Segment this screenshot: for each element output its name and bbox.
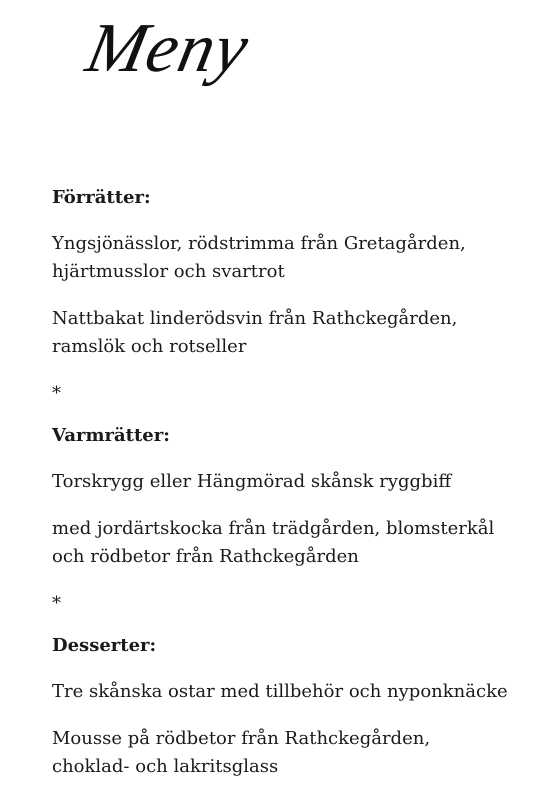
menu-item: Tre skånska ostar med tillbehör och nyponknäcke [52, 681, 508, 702]
section-heading-desserts: Desserter: [52, 635, 157, 656]
section-heading-starters: Förrätter: [52, 187, 151, 208]
section-heading-mains: Varmrätter: [52, 425, 170, 446]
menu-item: Torskrygg eller Hängmörad skånsk ryggbiff [52, 471, 452, 492]
section-separator: * [52, 383, 61, 404]
menu-item: Nattbakat linderödsvin från Rathckegården, ramslök och rotseller [52, 308, 458, 357]
menu-content [52, 184, 512, 800]
menu-item: med jordärtskocka från trädgården, blomsterkål och rödbetor från Rathckegården [52, 518, 495, 567]
menu-title: Meny [79, 10, 256, 87]
section-separator: * [52, 593, 61, 614]
menu-item: Mousse på rödbetor från Rathckegården, choklad- och lakritsglass [52, 728, 431, 777]
menu-item: Yngsjönässlor, rödstrimma från Gretagården, hjärtmusslor och svartrot [52, 233, 466, 282]
